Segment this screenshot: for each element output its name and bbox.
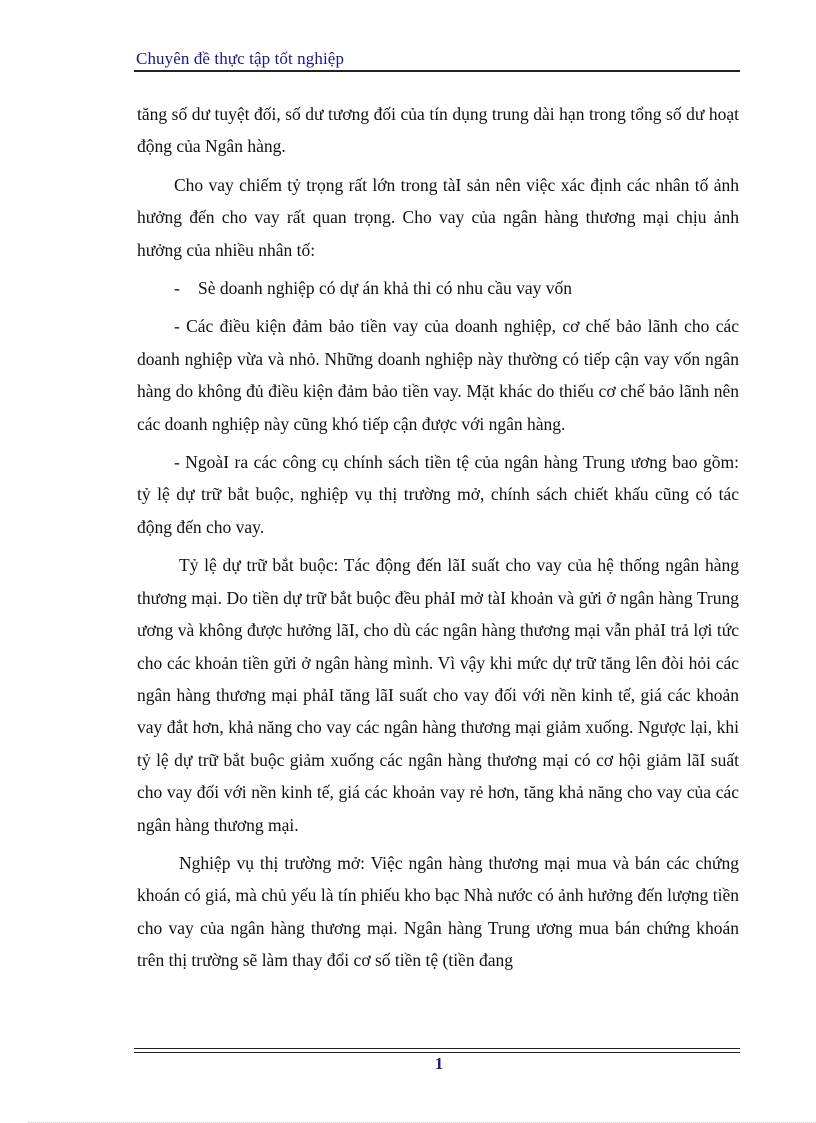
page-number: 1 xyxy=(434,1054,444,1073)
paragraph: tăng số dư tuyệt đối, số dư tương đối của tín dụng trung dài hạn trong tổng số dư hoạt động của Ngân hàng. xyxy=(137,104,739,157)
header-rule xyxy=(134,70,740,72)
bullet-item xyxy=(137,272,739,304)
paragraph: Nghiệp vụ thị trường mở: Việc ngân hàng thương mại mua và bán các chứng khoán có giá, mà chủ yếu là tín phiếu kho bạc Nhà nước có ảnh hưởng đến lượng tiền cho vay của ngân hàng thương mại. Ngân hàng Trung ương mua bán chứng khoán trên thị trường sẽ làm thay đổi cơ số tiền tệ (tiền đang xyxy=(137,852,739,971)
bullet-marker: - xyxy=(174,278,180,299)
body-text xyxy=(137,98,739,977)
footer-rule xyxy=(134,1052,740,1053)
paragraph: Cho vay chiếm tỷ trọng rất lớn trong tàI sản nên việc xác định các nhân tố ảnh hưởng đến cho vay rất quan trọng. Cho vay của ngân hàng thương mại chịu ảnh hưởng của nhiều nhân tố: xyxy=(137,174,739,260)
footer-rule xyxy=(134,1048,740,1049)
bullet-text: Sè doanh nghiệp có dự án khả thi có nhu cầu vay vốn xyxy=(198,278,572,299)
paragraph: - Các điều kiện đảm bảo tiền vay của doanh nghiệp, cơ chế bảo lãnh cho các doanh nghiệp vừa và nhỏ. Những doanh nghiệp này thường có tiếp cận vay vốn ngân hàng do không đủ điều kiện đảm bảo tiền vay. Mặt khác do thiếu cơ chế bảo lãnh nên các doanh nghiệp này cũng khó tiếp cận được với ngân hàng. xyxy=(137,316,739,434)
header-title: Chuyên đề thực tập tốt nghiệp xyxy=(136,49,345,68)
paragraph: Tỷ lệ dự trữ bắt buộc: Tác động đến lãI suất cho vay của hệ thống ngân hàng thương mại. Do tiền dự trữ bắt buộc đều phảI mở tàI khoản và gửi ở ngân hàng Trung ương và không được hưởng lãI, cho dù các ngân hàng thương mại vẫn phảI trả lợi tức cho các khoản tiền gửi ở ngân hàng mình. Vì vậy khi mức dự trữ tăng lên đòi hỏi các ngân hàng thương mại phảI tăng lãI suất cho vay đối với nền kinh tế, giá các khoản vay đắt hơn, khả năng cho vay các ngân hàng thương mại giảm xuống. Ngược lại, khi tỷ lệ dự trữ bắt buộc giảm xuống các ngân hàng thương mại có cơ hội giảm lãI suất cho vay đối với nền kinh tế, giá các khoản vay rẻ hơn, tăng khả năng cho vay của các ngân hàng thương mại. xyxy=(137,555,739,835)
paragraph: - NgoàI ra các công cụ chính sách tiền tệ của ngân hàng Trung ương bao gồm: tỷ lệ dự trữ bắt buộc, nghiệp vụ thị trường mở, chính sách chiết khấu cũng có tác động đến cho vay. xyxy=(137,452,739,537)
